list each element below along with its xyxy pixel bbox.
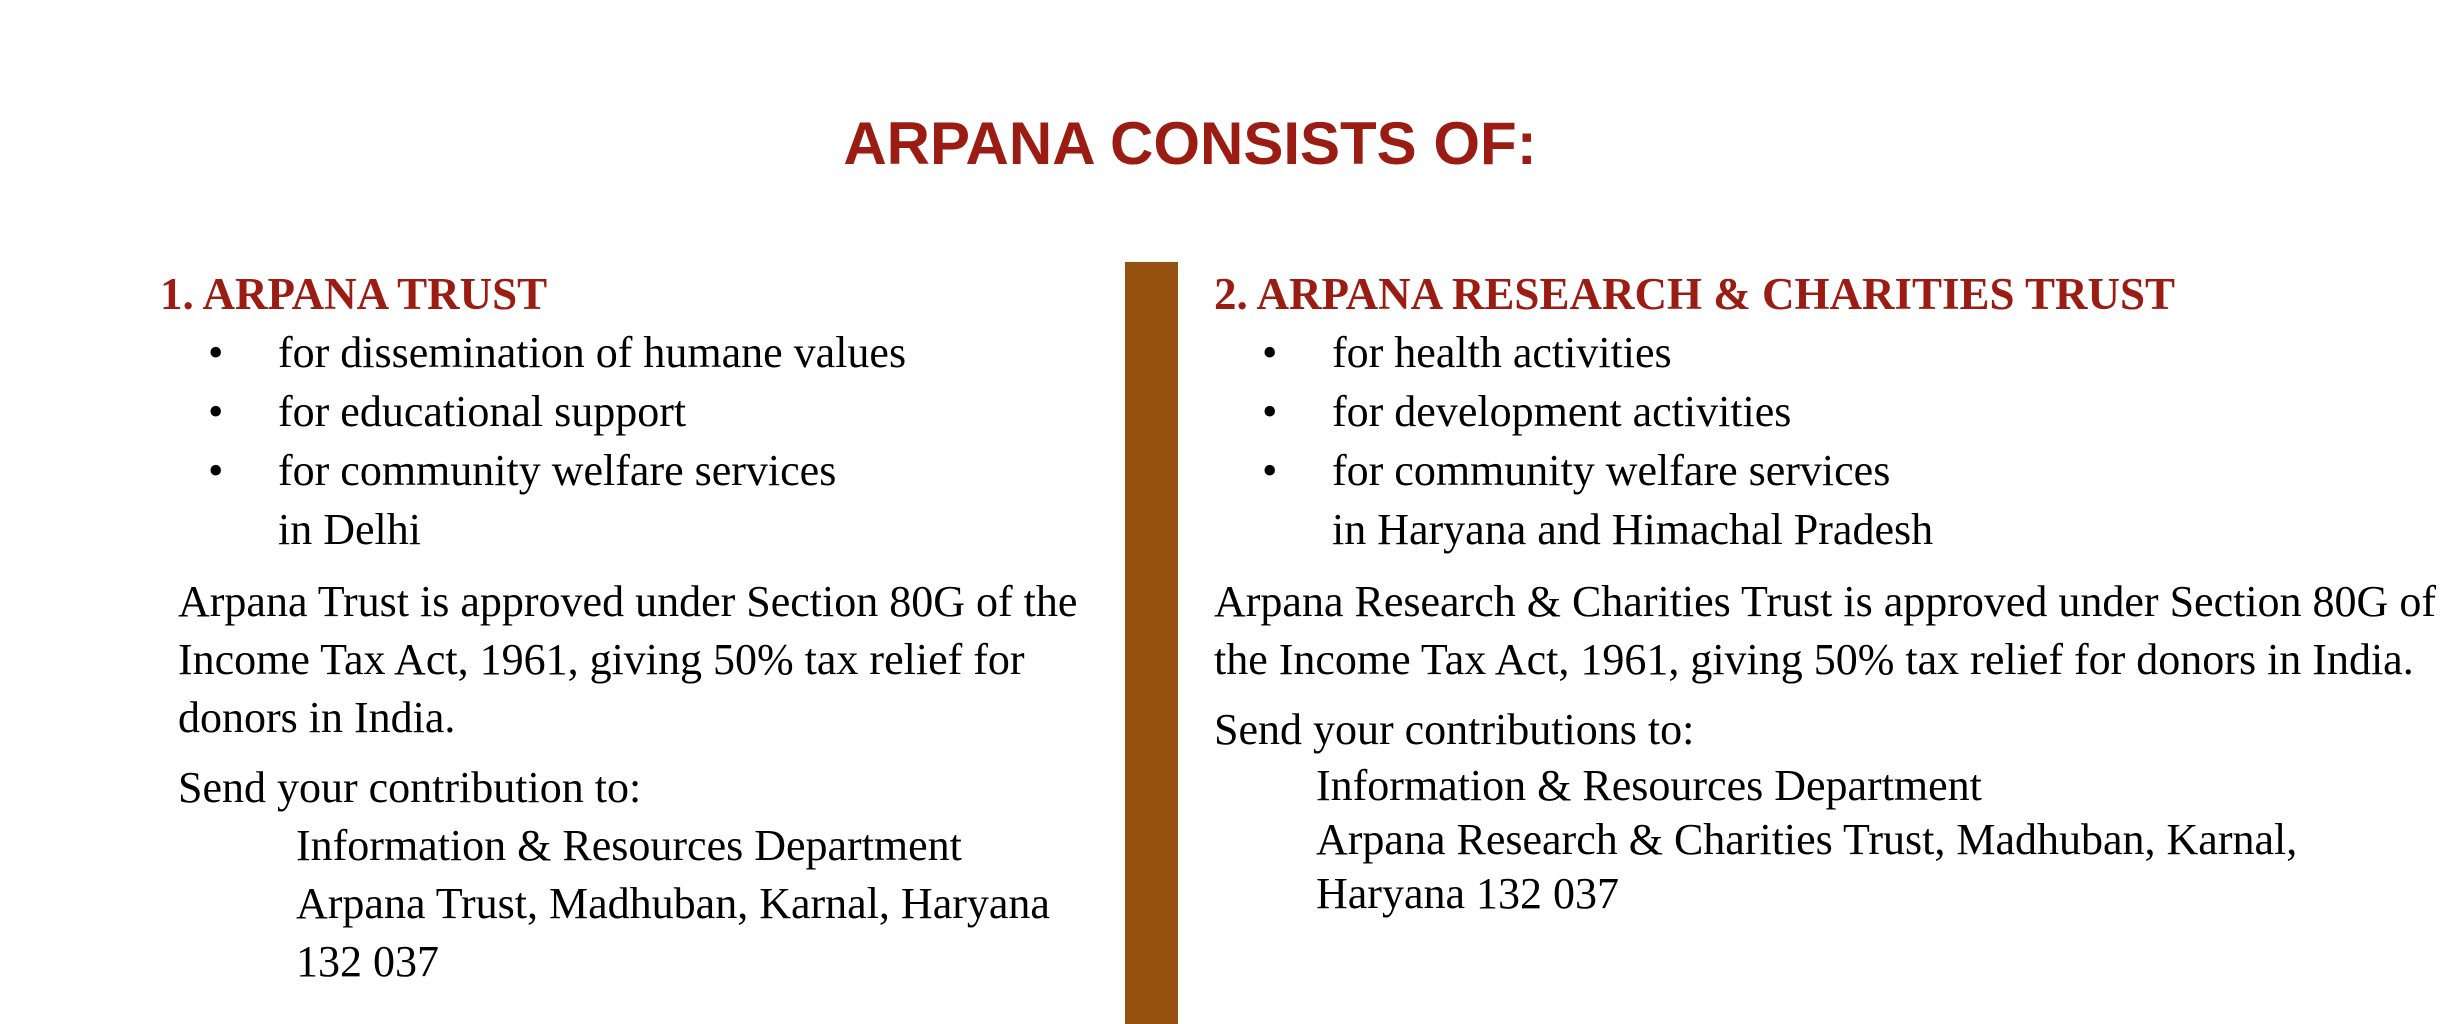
postal-address: [160, 817, 1100, 991]
list-item: [160, 323, 1100, 382]
list-item-text: for community welfare services: [1332, 446, 1891, 495]
column-divider: [1125, 262, 1178, 1024]
bullet-continuation: in Haryana and Himachal Pradesh: [1332, 505, 1934, 554]
bullet-continuation: in Delhi: [278, 505, 421, 554]
section-heading-arpana-trust: 1. ARPANA TRUST: [160, 269, 548, 319]
list-item: [160, 441, 1100, 500]
address-line: Information & Resources Department: [296, 821, 962, 870]
address-line: Arpana Trust, Madhuban, Karnal, Haryana: [296, 879, 1050, 928]
bullet-icon: •: [1262, 387, 1278, 436]
section-heading-arpana-research-charities: 2. ARPANA RESEARCH & CHARITIES TRUST: [1214, 269, 2176, 319]
tax-relief-paragraph: Arpana Research & Charities Trust is approved under Section 80G of the Income Tax Act, 1961, giving 50% tax relief for donors in India.: [1214, 577, 2436, 684]
list-item-text: for development activities: [1332, 387, 1792, 436]
bullet-list: [1214, 323, 2454, 500]
bullet-icon: •: [1262, 328, 1278, 377]
address-line: Haryana 132 037: [1316, 869, 1620, 918]
address-line: Arpana Research & Charities Trust, Madhuban, Karnal,: [1316, 815, 2298, 864]
send-contribution-label: Send your contributions to:: [1214, 705, 1695, 754]
bullet-icon: •: [208, 328, 224, 377]
list-item: [1214, 323, 2454, 382]
bullet-icon: •: [1262, 446, 1278, 495]
list-item-text: for dissemination of humane values: [278, 328, 907, 377]
list-item: [160, 382, 1100, 441]
tax-relief-paragraph: Arpana Trust is approved under Section 80G of the Income Tax Act, 1961, giving 50% tax relief for donors in India.: [178, 577, 1078, 742]
list-item-text: for health activities: [1332, 328, 1672, 377]
address-line: 132 037: [296, 937, 439, 986]
arpana-research-charities-section: [1214, 265, 2454, 921]
send-contribution-label: Send your contribution to:: [178, 763, 642, 812]
postal-address: [1214, 759, 2454, 921]
list-item: [1214, 382, 2454, 441]
list-item-text: for community welfare services: [278, 446, 837, 495]
arpana-trust-section: [160, 265, 1100, 991]
list-item-text: for educational support: [278, 387, 687, 436]
bullet-icon: •: [208, 446, 224, 495]
bullet-icon: •: [208, 387, 224, 436]
list-item: [1214, 441, 2454, 500]
address-line: Information & Resources Department: [1316, 761, 1982, 810]
page-title: ARPANA CONSISTS OF:: [843, 110, 1537, 177]
bullet-list: [160, 323, 1100, 500]
